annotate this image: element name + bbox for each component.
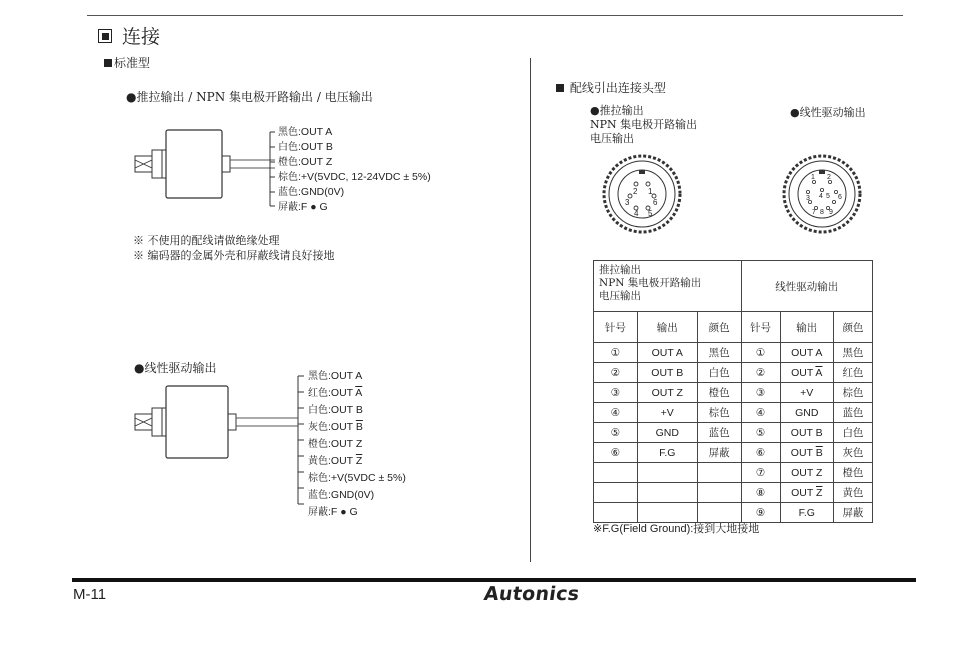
pin-number-cell: ⑧: [741, 483, 780, 503]
pin-number-cell: ②: [741, 363, 780, 383]
color-cell: [697, 483, 741, 503]
output-cell: +V: [780, 383, 833, 403]
output-cell: OUT B: [780, 423, 833, 443]
wire-item: 棕色:+V(5VDC ± 5%): [308, 472, 406, 484]
pin-label: 2: [633, 187, 638, 196]
wire-item: 黑色:OUT A: [308, 370, 363, 382]
table-row: [594, 343, 873, 363]
table-row: [594, 383, 873, 403]
pin-label: 7: [812, 209, 816, 216]
color-cell: 蓝色: [833, 403, 872, 423]
wire-item: 黑色:OUT A: [278, 126, 333, 138]
connector-9pin-icon: [780, 152, 864, 236]
color-cell: 棕色: [697, 403, 741, 423]
pin-number-cell: [594, 483, 638, 503]
table-col-headers: 针号 输出 颜色 针号 输出 颜色: [594, 312, 873, 343]
color-cell: 白色: [697, 363, 741, 383]
pin-label: 6: [653, 198, 658, 207]
wire-item: 屏蔽:F ● G: [308, 506, 358, 518]
color-cell: 橙色: [697, 383, 741, 403]
output-cell: OUT B: [637, 363, 697, 383]
wire-item: 屏蔽:F ● G: [278, 201, 328, 213]
encoder-diagram-line-driver: [130, 366, 310, 516]
color-cell: 黄色: [833, 483, 872, 503]
totem-wire-list: [278, 125, 431, 215]
standard-type-heading: 标准型: [104, 54, 150, 71]
color-cell: 蓝色: [697, 423, 741, 443]
connector-6pin-icon: [600, 152, 684, 236]
column-divider: [530, 58, 531, 562]
color-cell: 灰色: [833, 443, 872, 463]
pin-label: 3: [625, 198, 630, 207]
pin-label: 5: [826, 193, 830, 200]
output-cell: OUT $\overline{A}$: [780, 363, 833, 383]
output-cell: GND: [637, 423, 697, 443]
table-row: [594, 403, 873, 423]
output-cell: OUT A: [780, 343, 833, 363]
color-cell: 黑色: [697, 343, 741, 363]
output-cell: OUT $\overline{B}$: [780, 443, 833, 463]
pin-number-cell: ④: [741, 403, 780, 423]
pin-number-cell: ②: [594, 363, 638, 383]
color-cell: 屏蔽: [697, 443, 741, 463]
square-bullet-icon: [556, 84, 564, 92]
pin-label: 4: [634, 209, 639, 218]
wire-item: 灰色:OUT $\overline{B}$: [308, 421, 363, 433]
pin-label: 3: [806, 195, 810, 202]
table-row: [594, 463, 873, 483]
wire-item: 橙色:OUT Z: [308, 438, 363, 450]
output-cell: OUT Z: [780, 463, 833, 483]
table-row: [594, 363, 873, 383]
color-cell: [697, 463, 741, 483]
pin-number-cell: ⑤: [594, 423, 638, 443]
pin-number-cell: ⑨: [741, 503, 780, 523]
pin-label: 1: [811, 174, 815, 181]
color-cell: 红色: [833, 363, 872, 383]
table-row: [594, 483, 873, 503]
pin-number-cell: ①: [741, 343, 780, 363]
square-bullet-icon: [98, 29, 112, 43]
wire-item: 红色:OUT $\overline{A}$: [308, 387, 363, 399]
pin-label: 5: [648, 209, 653, 218]
pin-number-cell: ⑤: [741, 423, 780, 443]
wire-item: 黄色:OUT $\overline{Z}$: [308, 455, 363, 467]
footer-rule: [72, 578, 916, 582]
color-cell: 橙色: [833, 463, 872, 483]
pin-number-cell: ①: [594, 343, 638, 363]
connector-type-heading: 配线引出连接头型: [556, 79, 666, 96]
pin-number-cell: ③: [594, 383, 638, 403]
color-cell: 黑色: [833, 343, 872, 363]
wire-item: 橙色:OUT Z: [278, 156, 333, 168]
connector-right-label: ●线性驱动输出: [790, 106, 866, 119]
color-cell: 棕色: [833, 383, 872, 403]
brand-logo: Autonics: [482, 583, 581, 605]
pin-number-cell: ⑥: [594, 443, 638, 463]
color-cell: 白色: [833, 423, 872, 443]
note-line: ※ 编码器的金属外壳和屏蔽线请良好接地: [133, 249, 335, 262]
pin-label: 6: [838, 194, 842, 201]
pin-number-cell: ⑦: [741, 463, 780, 483]
wire-item: 白色:OUT B: [308, 404, 363, 416]
wiring-notes: [133, 233, 335, 263]
pin-label: 9: [829, 209, 833, 216]
color-cell: 屏蔽: [833, 503, 872, 523]
pin-table: [593, 260, 873, 523]
totem-output-title: ●推拉输出 / NPN 集电极开路输出 / 电压输出: [126, 90, 373, 104]
line-driver-wire-list: [308, 368, 406, 521]
wire-item: 棕色:+V(5VDC, 12-24VDC ± 5%): [278, 171, 431, 183]
pin-label: 8: [820, 209, 824, 216]
page-number: M-11: [73, 586, 107, 603]
fg-note: ※F.G(Field Ground):接到大地接地: [593, 523, 760, 535]
output-cell: [637, 483, 697, 503]
table-header-left: 推拉输出 NPN 集电极开路输出 电压输出: [594, 261, 742, 312]
section-title: 连接: [98, 22, 160, 49]
output-cell: OUT A: [637, 343, 697, 363]
wire-item: 白色:OUT B: [278, 141, 333, 153]
output-cell: [637, 463, 697, 483]
table-header-right: 线性驱动输出: [741, 261, 872, 312]
square-bullet-icon: [104, 59, 112, 67]
wire-item: 蓝色:GND(0V): [278, 186, 345, 198]
pin-number-cell: ③: [741, 383, 780, 403]
output-cell: OUT $\overline{Z}$: [780, 483, 833, 503]
table-row: [594, 443, 873, 463]
output-cell: +V: [637, 403, 697, 423]
output-cell: F.G: [780, 503, 833, 523]
connector-left-label: ●推拉输出 NPN 集电极开路输出 电压输出: [590, 104, 698, 145]
pin-label: 1: [648, 187, 653, 196]
line-driver-title: ●线性驱动输出: [134, 361, 217, 375]
table-row: [594, 423, 873, 443]
pin-number-cell: ④: [594, 403, 638, 423]
output-cell: OUT Z: [637, 383, 697, 403]
pin-label: 4: [819, 193, 823, 200]
output-cell: GND: [780, 403, 833, 423]
output-cell: F.G: [637, 443, 697, 463]
pin-number-cell: ⑥: [741, 443, 780, 463]
top-rule: [87, 15, 903, 16]
pin-label: 2: [827, 174, 831, 181]
pin-number-cell: [594, 463, 638, 483]
note-line: ※ 不使用的配线请做绝缘处理: [133, 234, 280, 247]
encoder-diagram-standard: [130, 120, 290, 220]
wire-item: 蓝色:GND(0V): [308, 489, 375, 501]
